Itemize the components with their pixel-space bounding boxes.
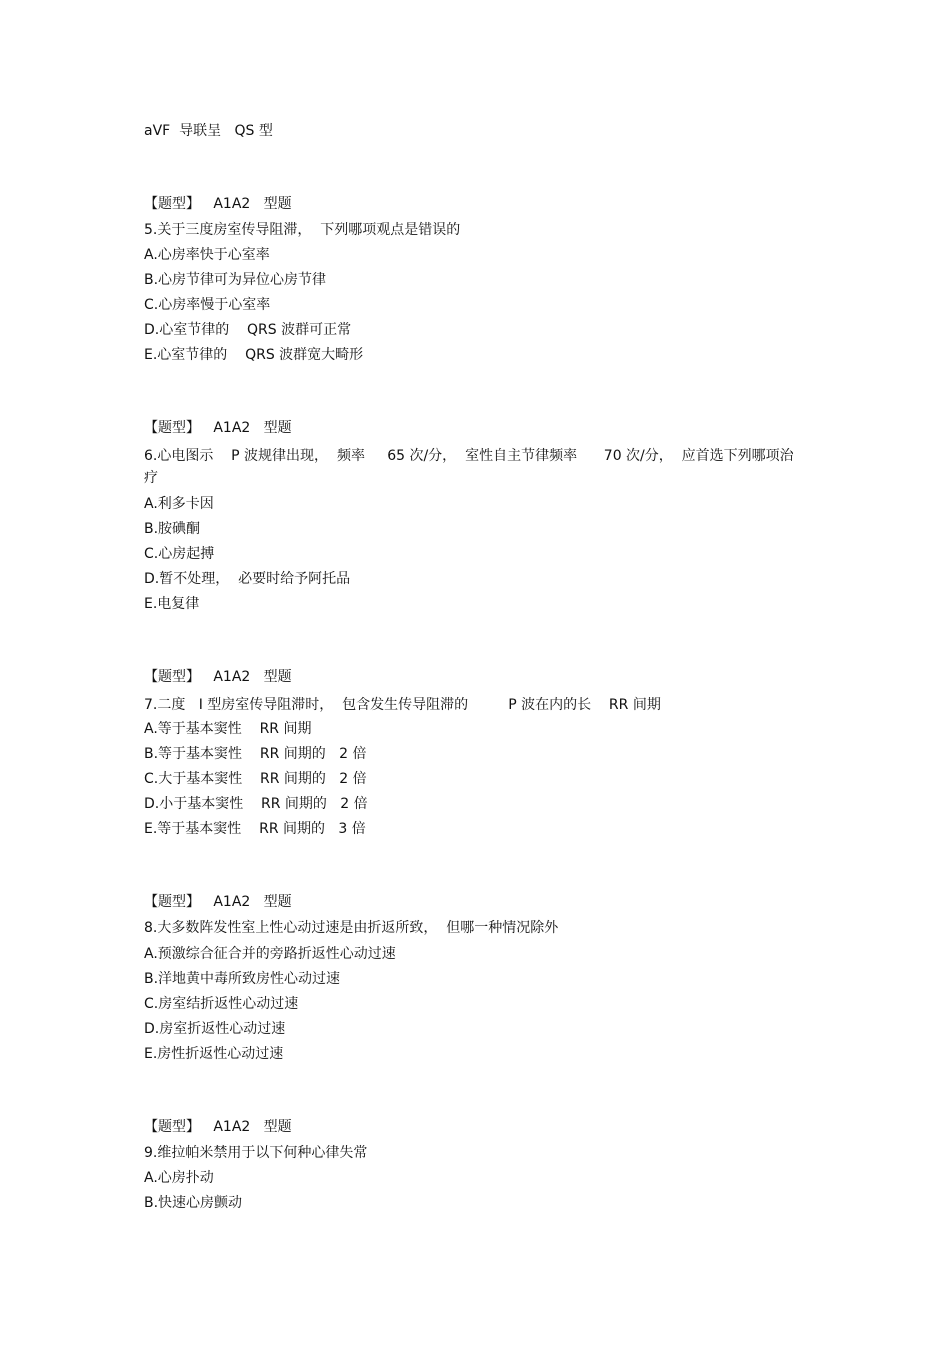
answer-option: E.电复律 (144, 596, 200, 612)
answer-option: E.等于基本窦性 RR 间期的 3 倍 (144, 821, 366, 837)
answer-option: E.心室节律的 QRS 波群宽大畸形 (144, 347, 364, 363)
answer-option: A.心房率快于心室率 (144, 247, 270, 263)
question-type-label: 【题型】 A1A2 型题 (144, 196, 292, 212)
question-stem-continued: 疗 (144, 470, 158, 486)
answer-option: A.等于基本窦性 RR 间期 (144, 721, 312, 737)
answer-option: D.小于基本窦性 RR 间期的 2 倍 (144, 796, 368, 812)
text-line: aVF 导联呈 QS 型 (144, 123, 273, 139)
question-stem: 9.维拉帕米禁用于以下何种心律失常 (144, 1145, 368, 1161)
question-type-label: 【题型】 A1A2 型题 (144, 894, 292, 910)
question-type-label: 【题型】 A1A2 型题 (144, 420, 292, 436)
answer-option: C.心房起搏 (144, 546, 215, 562)
question-type-label: 【题型】 A1A2 型题 (144, 1119, 292, 1135)
question-stem: 8.大多数阵发性室上性心动过速是由折返所致， 但哪一种情况除外 (144, 920, 559, 936)
question-stem: 6.心电图示 P 波规律出现， 频率 65 次/分， 室性自主节律频率 70 次/分， 应首选下列哪项治 (144, 448, 794, 464)
answer-option: D.暂不处理， 必要时给予阿托品 (144, 571, 351, 587)
answer-option: B.心房节律可为异位心房节律 (144, 272, 327, 288)
question-stem: 7.二度 I 型房室传导阻滞时， 包含发生传导阻滞的 P 波在内的长 RR 间期 (144, 697, 661, 713)
answer-option: D.房室折返性心动过速 (144, 1021, 286, 1037)
question-type-label: 【题型】 A1A2 型题 (144, 669, 292, 685)
answer-option: E.房性折返性心动过速 (144, 1046, 284, 1062)
answer-option: C.房室结折返性心动过速 (144, 996, 299, 1012)
answer-option: A.预激综合征合并的旁路折返性心动过速 (144, 946, 396, 962)
answer-option: B.等于基本窦性 RR 间期的 2 倍 (144, 746, 367, 762)
answer-option: A.心房扑动 (144, 1170, 214, 1186)
answer-option: D.心室节律的 QRS 波群可正常 (144, 322, 352, 338)
answer-option: B.胺碘酮 (144, 521, 201, 537)
answer-option: B.洋地黄中毒所致房性心动过速 (144, 971, 341, 987)
answer-option: A.利多卡因 (144, 496, 214, 512)
question-stem: 5.关于三度房室传导阻滞， 下列哪项观点是错误的 (144, 222, 461, 238)
answer-option: B.快速心房颤动 (144, 1195, 243, 1211)
answer-option: C.大于基本窦性 RR 间期的 2 倍 (144, 771, 367, 787)
answer-option: C.心房率慢于心室率 (144, 297, 271, 313)
